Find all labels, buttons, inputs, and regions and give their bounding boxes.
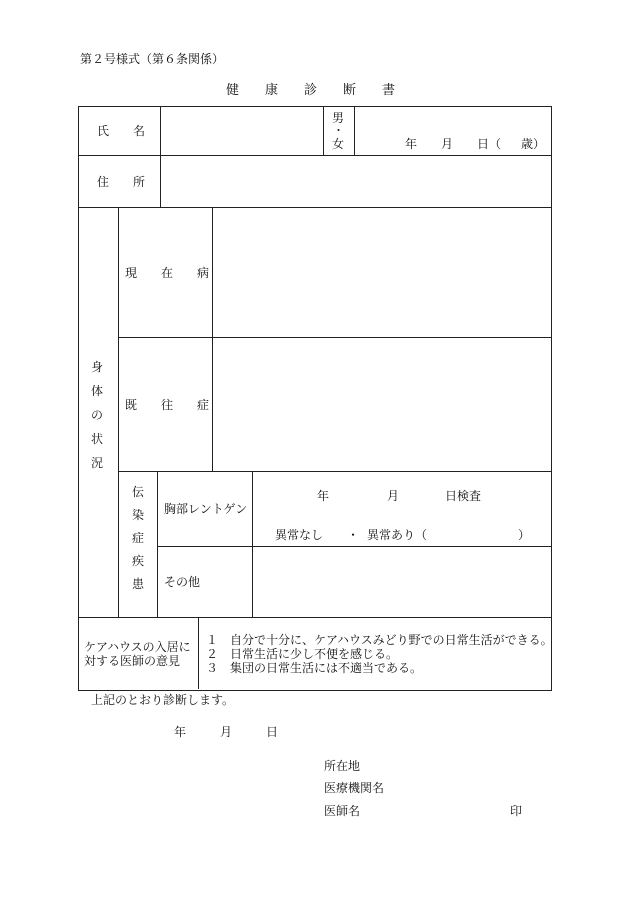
xray-year-label: 年 (317, 489, 330, 503)
sign-day-label: 日 (266, 725, 279, 739)
past-illness-field[interactable] (213, 338, 550, 470)
location-label: 所在地 (324, 759, 361, 773)
xray-close-paren: ） (518, 528, 531, 542)
xray-month-label: 月 (387, 489, 400, 503)
name-label: 氏 名 (97, 124, 146, 138)
past-illness-label: 既 往 症 (125, 398, 210, 412)
other-field[interactable] (253, 547, 550, 616)
sex-male[interactable]: 男 (332, 111, 345, 125)
age-label: 歳） (521, 137, 546, 151)
name-field[interactable] (161, 107, 322, 154)
infectious-disease-label: 伝 染 症 疾 患 (132, 485, 145, 591)
document-title: 健 康 診 断 書 (226, 83, 396, 98)
form-number: 第２号様式（第６条関係） (80, 52, 225, 66)
certify-text: 上記のとおり診断します。 (91, 693, 235, 707)
birth-day-label: 日（ (477, 137, 502, 151)
other-label: その他 (164, 575, 201, 589)
birth-year-label: 年 (405, 137, 418, 151)
sign-month-label: 月 (220, 725, 233, 739)
address-field[interactable] (161, 156, 550, 206)
opinion-option-2[interactable]: ２ 日常生活に少し不便を感じる。 (206, 647, 399, 661)
current-illness-label: 現 在 病 (125, 266, 210, 280)
opinion-label-line1: ケアハウスの入居に (84, 640, 191, 654)
xray-abnormal-option[interactable]: 異常あり（ (367, 528, 428, 542)
xray-exam-day-label: 日検査 (445, 489, 482, 503)
current-illness-field[interactable] (213, 208, 550, 336)
sex-separator: ・ (333, 124, 344, 137)
doctor-name-label: 医師名 (324, 804, 361, 818)
xray-option-separator: ・ (347, 528, 360, 542)
xray-normal-option[interactable]: 異常なし (275, 528, 324, 542)
seal-mark: 印 (510, 804, 523, 818)
opinion-label-line2: 対する医師の意見 (84, 654, 181, 668)
address-label: 住 所 (97, 175, 146, 189)
opinion-option-1[interactable]: １ 自分で十分に、ケアハウスみどり野での日常生活ができる。 (206, 633, 553, 647)
body-status-label: 身 体 の 状 況 (91, 360, 104, 470)
sign-year-label: 年 (174, 725, 187, 739)
opinion-option-3[interactable]: ３ 集団の日常生活には不適当である。 (206, 661, 423, 675)
institution-label: 医療機関名 (324, 781, 385, 795)
sex-female[interactable]: 女 (332, 137, 345, 151)
birth-month-label: 月 (441, 137, 454, 151)
chest-xray-label: 胸部レントゲン (164, 502, 248, 516)
